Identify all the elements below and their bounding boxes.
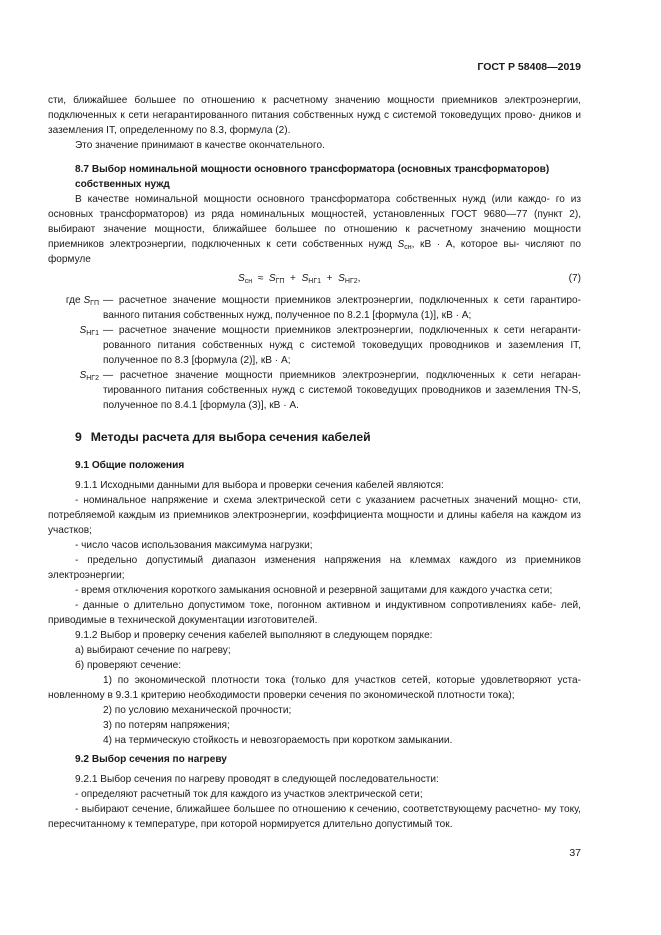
formula-approx-sign: ≈ (257, 273, 264, 284)
page-number: 37 (569, 847, 581, 859)
where-symbol (48, 293, 103, 323)
formula-comma: , (357, 273, 361, 284)
list-item: - данные о длительно допустимом токе, погонном активном и индуктивном сопротивлениях кабе- лей, приводимые в технической документации изготовителей. (48, 600, 581, 626)
section-9-heading (48, 430, 581, 445)
formula-7 (48, 267, 581, 293)
where-definition: — расчетное значение мощности приемников электроэнергии, подключенных к сети гарантиро- ванного питания собственных нужд, полученное по 8.2.1 [формула (1)], кВ · А; (103, 295, 581, 321)
section-8-7-text-tail: , кВ · А, которое вы- числяют по формуле (48, 239, 582, 265)
para-9-2-1: 9.2.1 Выбор сечения по нагреву проводят в следующей последовательности: (75, 774, 439, 785)
formula-symbol: S (268, 273, 276, 284)
section-8-7-paragraph (48, 192, 581, 267)
para-9-1-1: 9.1.1 Исходными данными для выбора и проверки сечения кабелей являются: (75, 480, 444, 491)
section-9-number: 9 (75, 430, 82, 444)
where-symbol (48, 368, 103, 413)
where-prefix: где (65, 295, 84, 306)
list-item: - предельно допустимый диапазон изменения напряжения на клеммах каждого из приемников электроэнергии; (48, 555, 581, 581)
formula-plus-sign: + (290, 273, 296, 284)
section-9-title: Методы расчета для выбора сечения кабелей (90, 430, 371, 444)
section-9-2-heading: 9.2 Выбор сечения по нагреву (75, 754, 227, 765)
where-symbol-subscript: НГ2 (86, 375, 99, 382)
list-item-b1: 1) по экономической плотности тока (только для участков сетей, которые удовлетворяют уста- новленному в 9.3.1 критерию необходимости проверки сечения по экономической плотности тока); (48, 675, 581, 701)
intro-final-line: Это значение принимают в качестве окончательного. (75, 140, 325, 151)
formula-expression (238, 271, 360, 286)
formula-symbol: S (338, 273, 345, 284)
page-body (48, 93, 581, 832)
intro-paragraph: сти, ближайшее большее по отношению к расчетному значению мощности приемников электроэнергии, подключенных к сети негарантированного питания собственных нужд с системой токоведущих прово- дников и заземления IT, определенному по 8.3, формула (2). (48, 95, 581, 136)
formula-subscript: НГ2 (344, 278, 358, 285)
list-item: - число часов использования максимума нагрузки; (75, 540, 313, 551)
list-item-b: б) проверяют сечение: (75, 660, 182, 671)
list-item: - номинальное напряжение и схема электрической сети с указанием расчетных значений мощно- сти, потребляемой каждым из приемников электроэнергии, коэффициента мощности и длины кабеля на каждом из участков; (48, 495, 581, 536)
where-symbol-letter: S (79, 325, 87, 336)
section-9-1-heading: 9.1 Общие положения (75, 460, 185, 471)
list-item: - выбирают сечение, ближайшее большее по отношению к сечению, соответствующему расчетно- му току, пересчитанному к температуре, при которой нормируется длительно допустимый ток. (48, 804, 581, 830)
list-item-b3: 3) по потерям напряжения; (103, 720, 230, 731)
formula-plus-sign: + (326, 273, 333, 284)
where-symbol (48, 323, 103, 368)
where-symbol-subscript: ГП (90, 300, 99, 307)
section-8-7-heading: 8.7 Выбор номинальной мощности основного трансформатора (основных трансформаторов) собственных нужд (75, 164, 550, 190)
where-list (48, 293, 581, 413)
section-8-7-text: В качестве номинальной мощности основного трансформатора собственных нужд (или каждо- го из основных трансформаторов) из ряда номинальных мощностей, установленных ГОСТ 9680—77 (пункт 2), выбирают значение мощности, ближайшее большее по отношению к расчетному значению мощности приемников электроэнергии, подключенных к сети собственных нужд (48, 194, 581, 250)
document-code-header: ГОСТ Р 58408—2019 (477, 61, 581, 73)
symbol-subscript: сн (404, 244, 412, 251)
formula-subscript: сн (244, 278, 253, 285)
formula-subscript: ГП (275, 278, 285, 285)
list-item: - время отключения короткого замыкания основной и резервной защитами для каждого участка сети; (75, 585, 553, 596)
where-symbol-subscript: НГ1 (86, 330, 99, 337)
formula-number: (7) (568, 273, 581, 284)
formula-subscript: НГ1 (308, 278, 322, 285)
where-symbol-letter: S (83, 295, 91, 306)
symbol-s: S (397, 239, 405, 250)
para-9-1-2: 9.1.2 Выбор и проверку сечения кабелей выполняют в следующем порядке: (75, 630, 433, 641)
list-item: - определяют расчетный ток для каждого из участков электрической сети; (75, 789, 423, 800)
list-item-a: а) выбирают сечение по нагреву; (75, 645, 231, 656)
formula-symbol: S (301, 273, 309, 284)
list-item-b2: 2) по условию механической прочности; (103, 705, 292, 716)
where-definition: — расчетное значение мощности приемников электроэнергии, подключенных к сети негаранти- рованного питания собственных нужд с системой токоведущих проводников и заземления IT, полученное по 8.3 [формула (2)], кВ · А; (103, 325, 581, 366)
where-definition: — расчетное значение мощности приемников электроэнергии, подключенных к сети негаран- тированного питания собственных нужд с системой токоведущих проводников и заземления TN-S, полученное по 8.4.1 [формула (3)], кВ · А. (103, 370, 581, 411)
where-symbol-letter: S (79, 370, 87, 381)
list-item-b4: 4) на термическую стойкость и невозгораемость при коротком замыкании. (103, 735, 453, 746)
formula-symbol: S (238, 273, 245, 284)
